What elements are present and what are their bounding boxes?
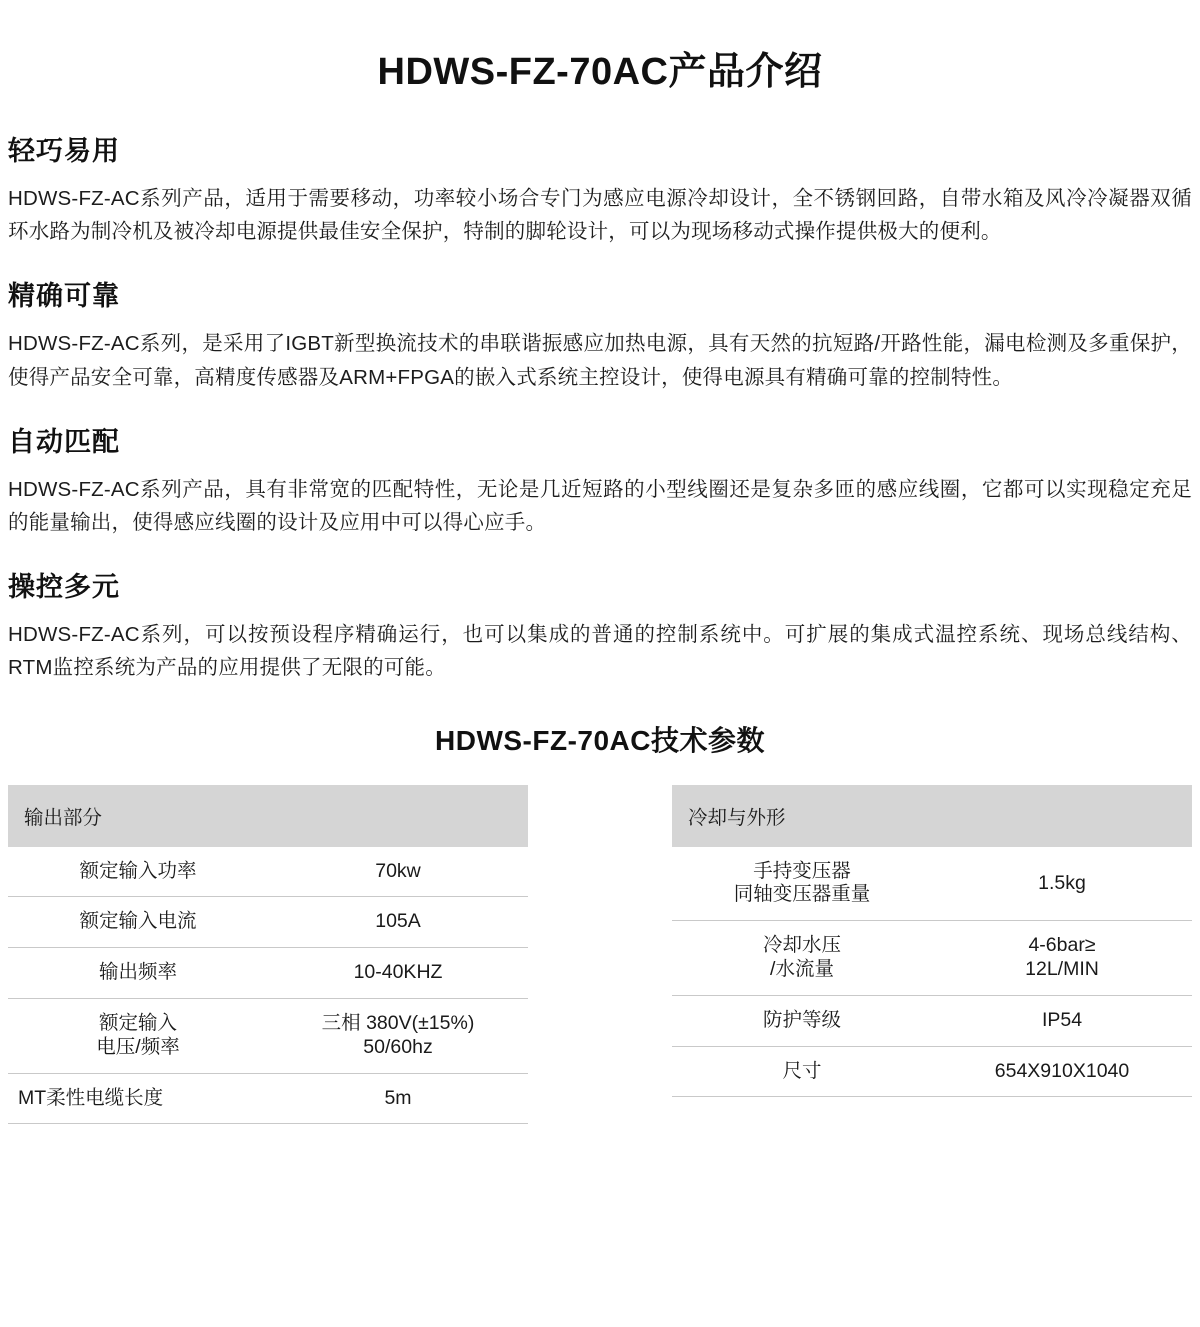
row-label-line2: /水流量 bbox=[770, 957, 834, 980]
row-value bbox=[932, 921, 1192, 996]
table-row bbox=[672, 1046, 1192, 1097]
section-body: HDWS-FZ-AC系列，是采用了IGBT新型换流技术的串联谐振感应加热电源，具有天然的抗短路/开路性能，漏电检测及多重保护，使得产品安全可靠，高精度传感器及ARM+FPGA的嵌入式系统主控设计，使得电源具有精确可靠的控制特性。 bbox=[8, 332, 1192, 389]
section-body: HDWS-FZ-AC系列产品，具有非常宽的匹配特性，无论是几近短路的小型线圈还是复杂多匝的感应线圈，它都可以实现稳定充足的能量输出，使得感应线圈的设计及应用中可以得心应手。 bbox=[8, 477, 1192, 535]
row-value bbox=[268, 998, 528, 1073]
row-label: 输出频率 bbox=[8, 948, 268, 999]
table-row bbox=[8, 948, 528, 999]
table-row bbox=[8, 998, 528, 1073]
section-heading: 精确可靠 bbox=[8, 281, 120, 312]
row-label-line2: 同轴变压器重量 bbox=[733, 883, 871, 906]
row-value-line2: 12L/MIN bbox=[1025, 957, 1099, 980]
feature-section-1 bbox=[8, 129, 1192, 248]
row-value: 1.5kg bbox=[932, 847, 1192, 921]
section-heading: 自动匹配 bbox=[8, 426, 120, 457]
row-value: 654X910X1040 bbox=[932, 1046, 1192, 1097]
page-title: HDWS-FZ-70AC产品介绍 bbox=[377, 51, 823, 93]
spec-tables bbox=[0, 785, 1200, 1125]
section-heading: 操控多元 bbox=[8, 572, 120, 603]
table-row bbox=[672, 995, 1192, 1046]
spec-section-title: HDWS-FZ-70AC技术参数 bbox=[435, 724, 765, 756]
row-label: 额定输入功率 bbox=[8, 847, 268, 897]
spec-table-output bbox=[8, 785, 528, 1125]
table-row bbox=[672, 847, 1192, 921]
row-value: IP54 bbox=[932, 995, 1192, 1046]
row-value: 105A bbox=[268, 897, 528, 948]
table-header-label: 输出部分 bbox=[8, 785, 528, 847]
feature-sections bbox=[0, 129, 1200, 685]
table-header-row bbox=[672, 785, 1192, 847]
section-heading: 轻巧易用 bbox=[8, 136, 120, 166]
row-value: 70kw bbox=[268, 847, 528, 897]
row-value-line2: 50/60hz bbox=[363, 1035, 433, 1058]
row-label: 防护等级 bbox=[672, 995, 932, 1046]
feature-section-2 bbox=[8, 274, 1192, 393]
row-value-line1: 三相 380V(±15%) bbox=[321, 1011, 475, 1034]
row-label bbox=[8, 998, 268, 1073]
row-value: 5m bbox=[268, 1073, 528, 1124]
section-body: HDWS-FZ-AC系列，可以按预设程序精确运行，也可以集成的普通的控制系统中。可扩展的集成式温控系统、现场总线结构、RTM监控系统为产品的应用提供了无限的可能。 bbox=[8, 623, 1192, 680]
table-header-row bbox=[8, 785, 528, 847]
table-row bbox=[8, 897, 528, 948]
table-header-label: 冷却与外形 bbox=[672, 785, 1192, 847]
product-datasheet-page bbox=[0, 40, 1200, 1124]
row-label bbox=[672, 921, 932, 996]
table-row bbox=[8, 847, 528, 897]
feature-section-4 bbox=[8, 565, 1192, 684]
row-label-line1: 手持变压器 bbox=[753, 859, 851, 882]
row-label: 尺寸 bbox=[672, 1046, 932, 1097]
row-label-line1: 冷却水压 bbox=[762, 934, 841, 957]
table-row bbox=[672, 921, 1192, 996]
row-label: 额定输入电流 bbox=[8, 897, 268, 948]
row-value-line1: 4-6bar≥ bbox=[1028, 934, 1096, 957]
table-row bbox=[8, 1073, 528, 1124]
section-body: HDWS-FZ-AC系列产品，适用于需要移动，功率较小场合专门为感应电源冷却设计，全不锈钢回路，自带水箱及风冷冷凝器双循环水路为制冷机及被冷却电源提供最佳安全保护，特制的脚轮设计，可以为现场移动式操作提供极大的便利。 bbox=[8, 187, 1192, 244]
row-label: MT柔性电缆长度 bbox=[8, 1073, 268, 1124]
row-value: 10-40KHZ bbox=[268, 948, 528, 999]
row-label-line2: 电压/频率 bbox=[96, 1035, 180, 1058]
row-label-line1: 额定输入 bbox=[98, 1011, 177, 1034]
spec-table-cooling bbox=[672, 785, 1192, 1098]
row-label bbox=[672, 847, 932, 921]
feature-section-3 bbox=[8, 420, 1192, 539]
